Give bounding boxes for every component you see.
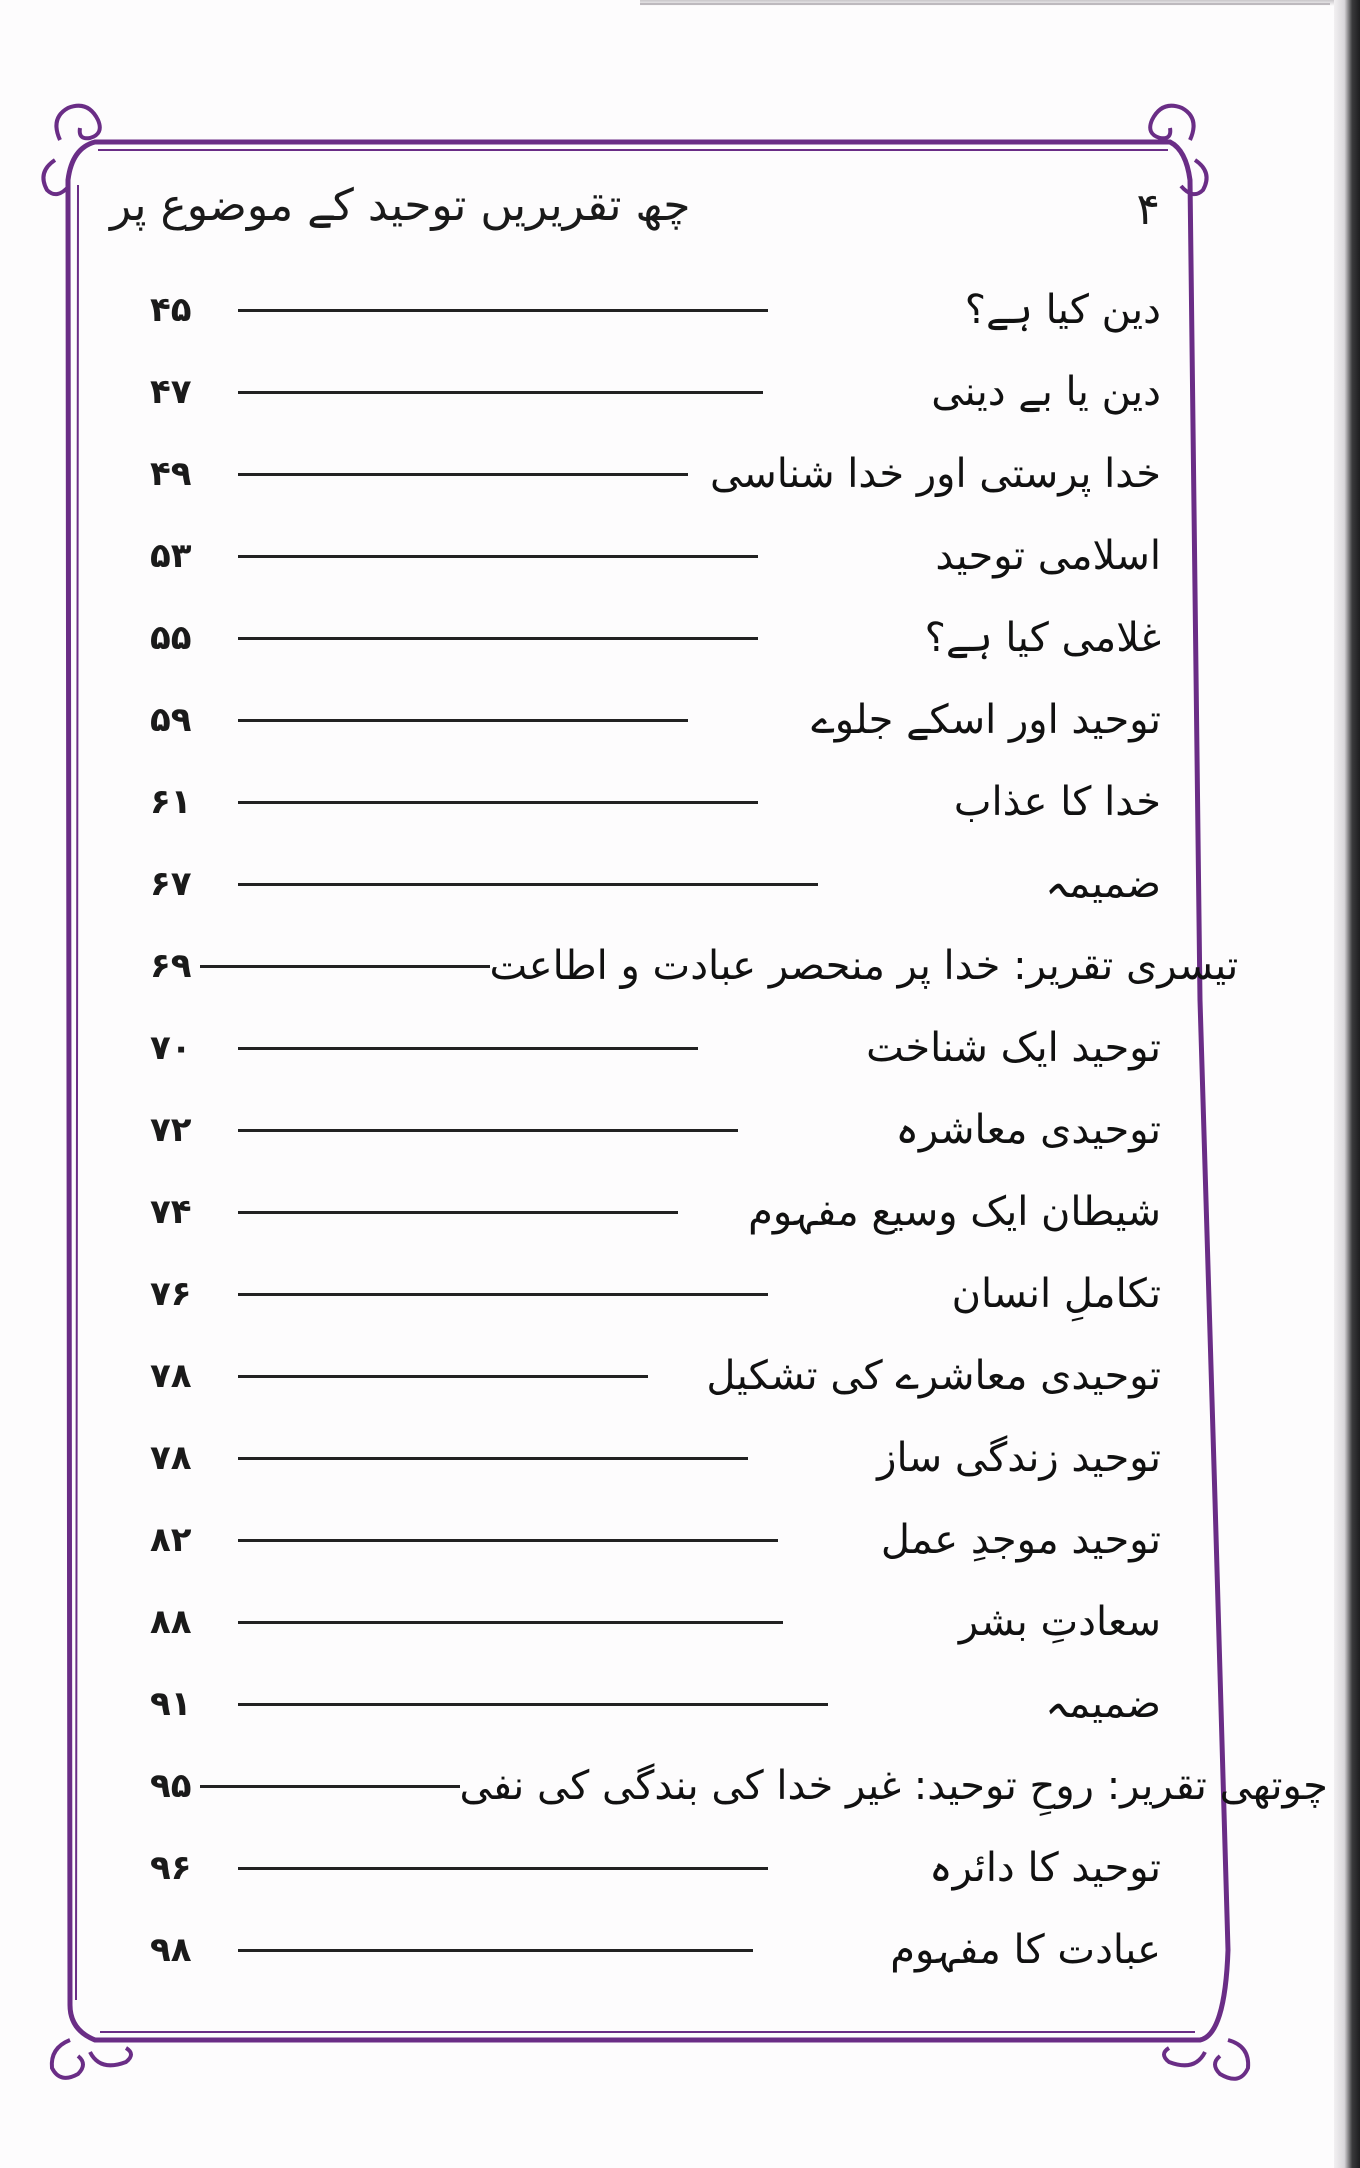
toc-page-number: ۷۸	[150, 1356, 192, 1396]
toc-leader-line	[238, 391, 763, 394]
toc-leader-line	[238, 1211, 678, 1214]
toc-entry[interactable]	[150, 1182, 1165, 1242]
toc-entry[interactable]	[150, 1264, 1165, 1324]
toc-page-number: ۷۲	[150, 1110, 192, 1150]
toc-page-number: ۸۸	[150, 1602, 192, 1642]
toc-entry[interactable]	[150, 362, 1165, 422]
toc-title: چوتھی تقریر: روحِ توحید: غیر خدا کی بندگی کی نفی	[459, 1763, 1328, 1809]
toc-page-number: ۷۶	[150, 1274, 192, 1314]
toc-leader-line	[238, 1703, 828, 1706]
toc-page-number: ۷۴	[150, 1192, 192, 1232]
toc-entry[interactable]	[150, 526, 1165, 586]
toc-leader-line	[238, 883, 818, 886]
toc-title: توحید زندگی ساز	[877, 1435, 1161, 1481]
toc-leader-line	[238, 637, 758, 640]
toc-page-number: ۸۲	[150, 1520, 192, 1560]
toc-title: سعادتِ بشر	[958, 1599, 1161, 1645]
toc-leader-line	[238, 1621, 783, 1624]
toc-leader-line	[238, 1129, 738, 1132]
toc-title: اسلامی توحید	[935, 533, 1161, 579]
toc-page-number: ۴۷	[150, 372, 192, 412]
toc-page-number: ۴۵	[150, 290, 192, 330]
toc-page-number: ۷۸	[150, 1438, 192, 1478]
toc-entry[interactable]	[150, 1592, 1165, 1652]
toc-entry[interactable]	[150, 690, 1165, 750]
toc-entry[interactable]	[150, 1428, 1165, 1488]
toc-page-number: ۶۷	[150, 864, 192, 904]
toc-title: تکاملِ انسان	[951, 1271, 1161, 1317]
toc-page-number: ۶۹	[150, 946, 192, 986]
toc-page-number: ۷۰	[150, 1028, 192, 1068]
toc-entry[interactable]	[150, 1018, 1165, 1078]
toc-title: توحید ایک شناخت	[866, 1025, 1161, 1071]
toc-entry[interactable]	[150, 1920, 1165, 1980]
toc-title: خدا پرستی اور خدا شناسی	[709, 451, 1161, 497]
page-number: ۴	[1136, 184, 1160, 235]
toc-title: توحیدی معاشرہ	[895, 1107, 1161, 1153]
toc-leader-line	[238, 1949, 753, 1952]
toc-title: توحید اور اسکے جلوے	[811, 697, 1161, 743]
toc-page-number: ۹۱	[150, 1684, 192, 1724]
toc-entry[interactable]	[150, 444, 1165, 504]
toc-title: دین کیا ہے؟	[964, 287, 1161, 333]
toc-leader-line	[238, 801, 758, 804]
toc-title: ضمیمہ	[1045, 1681, 1161, 1727]
toc-page-number: ۴۹	[150, 454, 192, 494]
toc-leader-line	[238, 1867, 768, 1870]
page-header	[110, 180, 1160, 260]
toc-leader-line	[238, 555, 758, 558]
toc-entry[interactable]	[150, 1674, 1165, 1734]
toc-title: شیطان ایک وسیع مفہوم	[748, 1189, 1161, 1235]
toc-leader-line	[200, 965, 490, 968]
toc-title: عبادت کا مفہوم	[890, 1927, 1161, 1973]
toc-leader-line	[238, 473, 688, 476]
toc-leader-line	[238, 1293, 768, 1296]
toc-page-number: ۶۱	[150, 782, 192, 822]
toc-entry[interactable]	[150, 1100, 1165, 1160]
toc-entry[interactable]	[150, 936, 1239, 996]
toc-entry[interactable]	[150, 1346, 1165, 1406]
toc-title: دین یا بے دینی	[931, 369, 1161, 415]
toc-leader-line	[238, 1375, 648, 1378]
toc-title: ضمیمہ	[1045, 861, 1161, 907]
toc-entry[interactable]	[150, 1756, 1328, 1816]
toc-page-number: ۹۸	[150, 1930, 192, 1970]
toc-entry[interactable]	[150, 608, 1165, 668]
toc-entry[interactable]	[150, 772, 1165, 832]
toc-title: غلامی کیا ہے؟	[924, 615, 1161, 661]
toc-leader-line	[238, 1047, 698, 1050]
toc-title: توحیدی معاشرے کی تشکیل	[706, 1353, 1161, 1399]
toc-entry[interactable]	[150, 854, 1165, 914]
table-of-contents	[150, 280, 1328, 1980]
toc-leader-line	[238, 1539, 778, 1542]
toc-leader-line	[238, 1457, 748, 1460]
toc-title: توحید کا دائرہ	[929, 1845, 1161, 1891]
toc-page-number: ۵۹	[150, 700, 192, 740]
toc-page-number: ۵۳	[150, 536, 192, 576]
toc-page-number: ۹۵	[150, 1766, 192, 1806]
toc-entry[interactable]	[150, 280, 1165, 340]
toc-entry[interactable]	[150, 1838, 1165, 1898]
toc-leader-line	[238, 719, 688, 722]
toc-page-number: ۹۶	[150, 1848, 192, 1888]
toc-title: تیسری تقریر: خدا پر منحصر عبادت و اطاعت	[489, 943, 1239, 989]
toc-leader-line	[238, 309, 768, 312]
toc-title: توحید موجدِ عمل	[880, 1517, 1161, 1563]
toc-entry[interactable]	[150, 1510, 1165, 1570]
toc-leader-line	[200, 1785, 460, 1788]
toc-title: خدا کا عذاب	[953, 779, 1161, 825]
running-title: چھ تقریریں توحید کے موضوع پر	[110, 180, 691, 231]
toc-page-number: ۵۵	[150, 618, 192, 658]
